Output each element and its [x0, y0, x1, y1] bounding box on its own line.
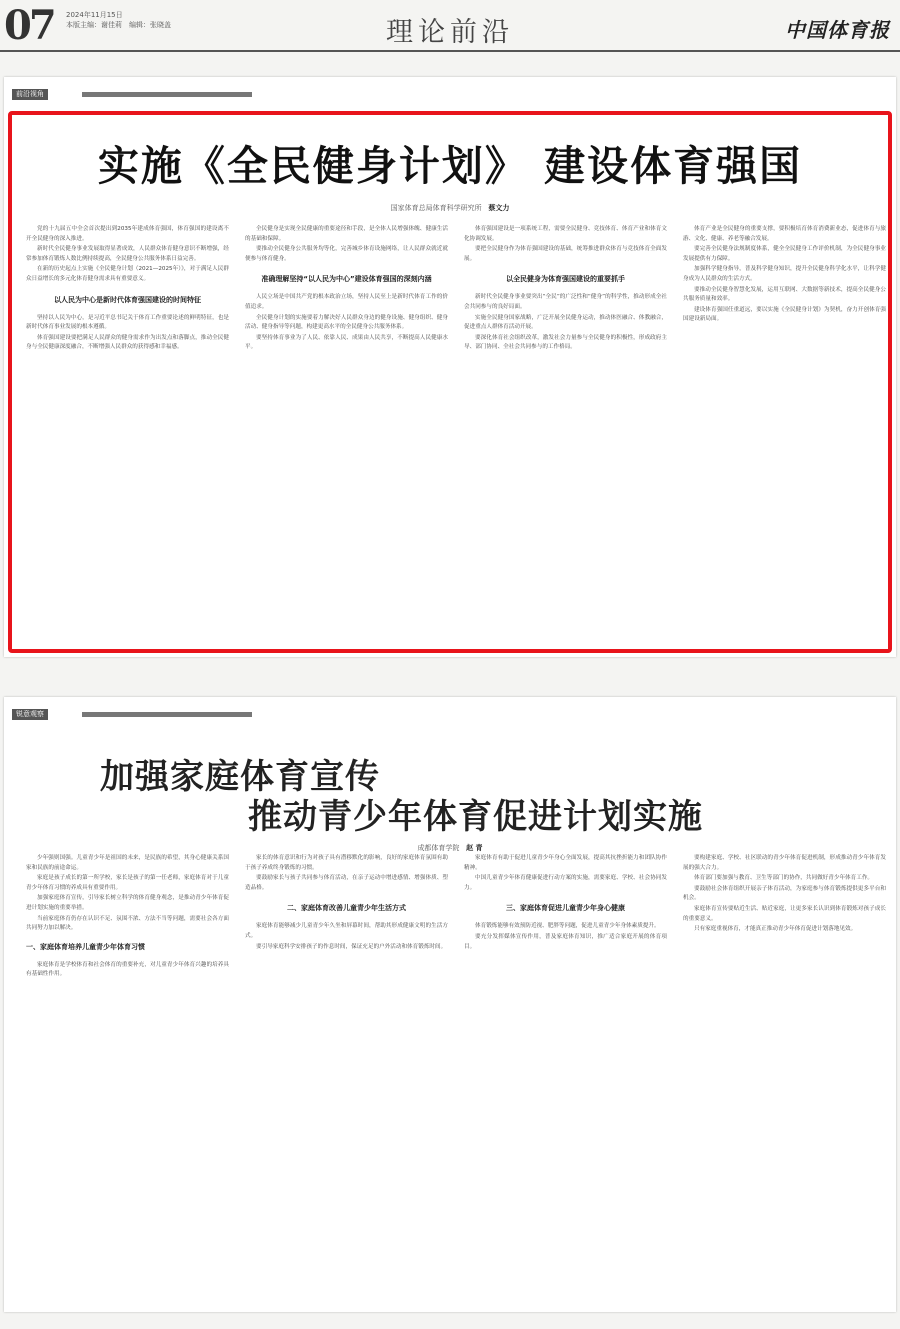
column-tag-label: 锐意观察 — [12, 709, 48, 720]
paragraph: 只有家庭重视体育，才能真正推动青少年体育促进计划落地见效。 — [694, 926, 857, 933]
paragraph: 要鼓励社会体育组织开展亲子体育活动，为家庭参与体育锻炼提供更多平台和机会。 — [683, 885, 886, 902]
page-number: 07 — [4, 2, 54, 49]
body-column — [683, 854, 886, 1304]
paragraph: 加强家庭体育宣传，引导家长树立科学的体育健身观念，是推动青少年体育促进计划实施的重要举措。 — [26, 895, 229, 911]
paragraph: 体育强国建设要把满足人民群众的健身需求作为出发点和落脚点，推动全民健身与全民健康深度融合，不断增强人民群众的获得感和幸福感。 — [26, 334, 229, 351]
paragraph: 在新的历史起点上实施《全民健身计划（2021—2025年）》，对于满足人民群众日益增长的多元化体育健身需求具有重要意义。 — [26, 266, 229, 282]
article-headline-line1: 加强家庭体育宣传 — [100, 757, 380, 797]
section-subhead: 以全民健身为体育强国建设的重要抓手 — [506, 275, 625, 284]
paragraph: 家庭体育宣传要贴近生活、贴近家庭，让更多家长认识到体育锻炼对孩子成长的重要意义。 — [683, 905, 886, 922]
byline-org: 成都体育学院 — [417, 844, 460, 852]
paragraph: 实施全民健身国家战略，广泛开展全民健身运动，推动体医融合、体教融合，促进重点人群体育活动开展。 — [464, 314, 667, 331]
paragraph: 要推动全民健身智慧化发展，运用互联网、大数据等新技术，提高全民健身公共服务质量和效率。 — [683, 286, 886, 303]
paragraph: 家庭是孩子成长的第一所学校，家长是孩子的第一任老师，家庭体育对于儿童青少年体育习惯的养成具有重要作用。 — [26, 875, 229, 891]
issue-date: 2024年11月15日 — [66, 11, 123, 19]
paragraph: 要引导家庭科学安排孩子的作息时间，保证充足的户外活动和体育锻炼时间。 — [256, 943, 447, 950]
section-title: 理论前沿 — [386, 17, 514, 48]
paragraph: 要构建家庭、学校、社区联动的青少年体育促进机制，形成推动青少年体育发展的强大合力。 — [683, 855, 886, 871]
paragraph: 要充分发挥媒体宣传作用，普及家庭体育知识，推广适合家庭开展的体育项目。 — [464, 933, 667, 950]
paragraph: 家长的体育意识和行为对孩子具有潜移默化的影响，良好的家庭体育氛围有助于孩子养成终身锻炼的习惯。 — [245, 855, 448, 871]
column-tag-bar — [12, 89, 252, 100]
article-headline: 实施《全民健身计划》 建设体育强国 — [97, 142, 803, 190]
paragraph: 加强科学健身指导，普及科学健身知识，提升全民健身科学化水平，让科学健身成为人民群众的生活方式。 — [683, 266, 886, 282]
article-byline — [4, 203, 896, 213]
paragraph: 少年强则国强。儿童青少年是祖国的未来，是民族的希望，其身心健康关系国家和民族的前途命运。 — [26, 855, 229, 871]
paragraph: 全民健身计划的实施要着力解决好人民群众身边的健身设施、健身组织、健身活动、健身指导等问题，构建更高水平的全民健身公共服务体系。 — [245, 314, 448, 331]
paragraph: 要深化体育社会组织改革，激发社会力量参与全民健身的积极性，形成政府主导、部门协同、全社会共同参与的工作格局。 — [464, 334, 667, 351]
paragraph: 当前家庭体育仍存在认识不足、氛围不浓、方法不当等问题，需要社会各方面共同努力加以解决。 — [26, 915, 229, 932]
article-headline-line2: 推动青少年体育促进计划实施 — [248, 797, 703, 837]
section-subhead: 二、家庭体育改善儿童青少年生活方式 — [287, 904, 406, 913]
paragraph: 体育强国建设是一项系统工程，需要全民健身、竞技体育、体育产业和体育文化协调发展。 — [464, 226, 667, 242]
body-column — [26, 225, 229, 641]
body-column — [26, 854, 229, 1304]
paragraph: 中国儿童青少年体育健康促进行动方案的实施，需要家庭、学校、社会协同发力。 — [464, 875, 667, 891]
paragraph: 体育产业是全民健身的重要支撑，要积极培育体育消费新业态，促进体育与旅游、文化、健康、养老等融合发展。 — [683, 226, 886, 242]
paragraph: 全民健身是实现全民健康的重要途径和手段，是全体人民增强体魄、健康生活的基础和保障。 — [245, 226, 448, 242]
paragraph: 新时代全民健身事业要突出“全民”的广泛性和“健身”的科学性，推动形成全社会共同参与的良好局面。 — [464, 294, 667, 310]
article-panel-2[interactable] — [4, 697, 896, 1312]
body-column — [245, 225, 448, 641]
byline-author: 蔡文力 — [488, 204, 510, 212]
section-subhead: 准确理解坚持“以人民为中心”建设体育强国的深刻内涵 — [261, 275, 432, 284]
paragraph: 新时代全民健身事业发展取得显著成效，人民群众体育健身意识不断增强，经常参加体育锻炼人数比例持续提高，全民健身公共服务体系日益完善。 — [26, 246, 229, 262]
paragraph: 家庭体育是学校体育和社会体育的重要补充，对儿童青少年体育兴趣的培养具有基础性作用。 — [26, 961, 229, 978]
body-column — [683, 225, 886, 641]
paragraph: 体育锻炼能够有效预防近视、肥胖等问题，促进儿童青少年身体素质提升。 — [475, 923, 660, 930]
issue-editors: 本版主编：谢佳莉 编辑：张晓盖 — [66, 21, 171, 29]
byline-org: 国家体育总局体育科学研究所 — [390, 204, 482, 212]
body-column — [464, 225, 667, 641]
paragraph: 家庭体育有助于促进儿童青少年身心全面发展，提高其抗挫折能力和团队协作精神。 — [464, 855, 667, 871]
section-subhead: 一、家庭体育培养儿童青少年体育习惯 — [26, 942, 145, 951]
body-column — [464, 854, 667, 1304]
article-body — [26, 225, 886, 641]
article-body — [26, 854, 886, 1304]
paragraph: 体育部门要加强与教育、卫生等部门的协作，共同做好青少年体育工作。 — [694, 875, 874, 882]
paragraph: 要完善全民健身法规制度体系，健全全民健身工作评价机制，为全民健身事业发展提供有力保障。 — [683, 246, 886, 262]
paragraph: 党的十九届五中全会首次提出到2035年建成体育强国，体育强国的建设离不开全民健身的深入推进。 — [26, 226, 229, 242]
paragraph: 建设体育强国任重道远，要以实施《全民健身计划》为契机，奋力开创体育强国建设新局面。 — [683, 306, 886, 323]
paragraph: 要把全民健身作为体育强国建设的基础，统筹推进群众体育与竞技体育全面发展。 — [464, 246, 667, 262]
body-column — [245, 854, 448, 1304]
article-byline — [4, 843, 896, 853]
newspaper-logo: 中国体育报 — [785, 18, 890, 42]
column-tag-bar — [12, 709, 252, 720]
page-masthead — [0, 0, 900, 52]
paragraph: 坚持以人民为中心，是习近平总书记关于体育工作重要论述的鲜明特征，也是新时代体育事业发展的根本遵循。 — [26, 314, 229, 331]
paragraph: 要鼓励家长与孩子共同参与体育活动，在亲子运动中增进感情、增强体质、塑造品格。 — [245, 875, 448, 891]
paragraph: 家庭体育能够减少儿童青少年久坐和屏幕时间，帮助其形成健康文明的生活方式。 — [245, 923, 448, 939]
section-subhead: 三、家庭体育促进儿童青少年身心健康 — [506, 904, 625, 913]
byline-author: 赵 青 — [466, 844, 483, 852]
paragraph: 要推动全民健身公共服务均等化，完善城乡体育设施网络，让人民群众就近就便参与体育健身。 — [245, 246, 448, 262]
column-tag-label: 前沿视角 — [12, 89, 48, 100]
section-subhead: 以人民为中心是新时代体育强国建设的时间特征 — [54, 295, 201, 304]
paragraph: 要坚持体育事业为了人民、依靠人民、成果由人民共享，不断提高人民健康水平。 — [245, 334, 448, 351]
paragraph: 人民立场是中国共产党的根本政治立场，坚持人民至上是新时代体育工作的价值追求。 — [245, 294, 448, 310]
article-panel-1[interactable] — [4, 77, 896, 657]
